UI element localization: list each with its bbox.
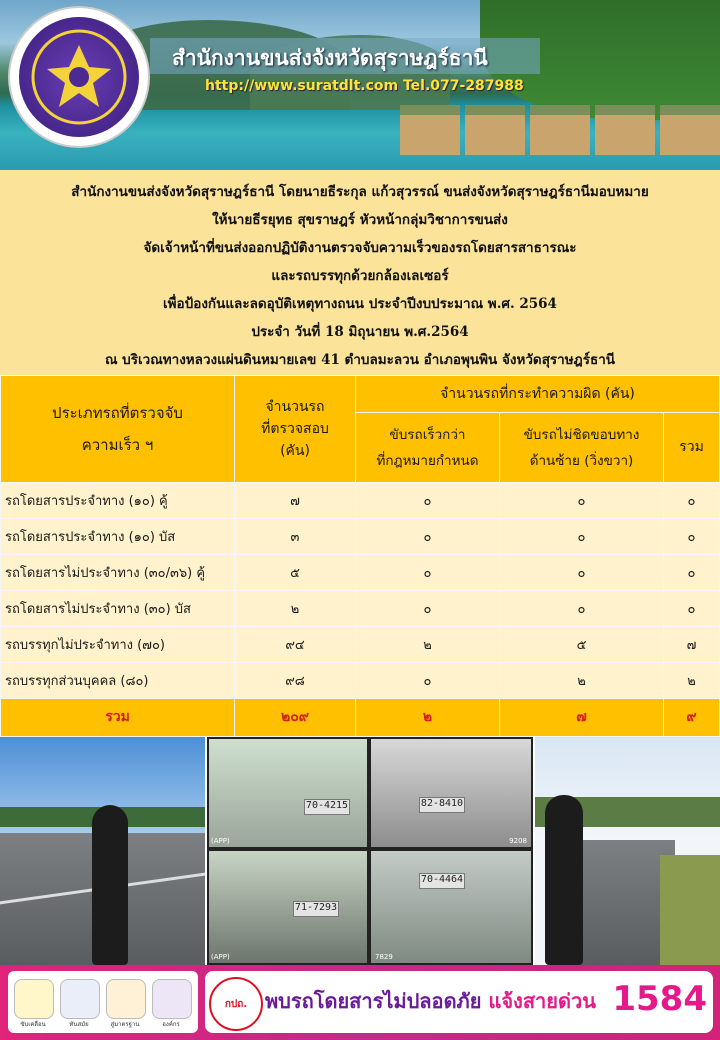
lightbulb-icon [14,979,54,1019]
cell-total: ๐ [664,518,720,554]
header-violations: จำนวนรถที่กระทำความผิด (คัน) [356,376,720,413]
announcement-line: ประจำ วันที่ 18 มิถุนายน พ.ศ.2564 [251,324,469,340]
total-count: ๒๐๙ [235,698,356,736]
header-total: รวม [664,413,720,483]
table-total-row [1,698,720,736]
photo-officer-left [0,737,205,965]
cell-lane: ๕ [500,626,664,662]
camera-frame [371,739,531,847]
cell-total: ๗ [664,626,720,662]
camera-label: (APP) [211,837,230,845]
camera-label: 7829 [375,953,393,961]
cell-total: ๐ [664,554,720,590]
announcement-line: ณ บริเวณทางหลวงแผ่นดินหมายเลข 41 ตำบลมะลวน อำเภอพุนพิน จังหวัดสุราษฎร์ธานี [104,352,616,368]
photo-strip [0,737,720,965]
cell-type: รถบรรทุกไม่ประจำทาง (๗๐) [1,626,235,662]
announcement-line: สำนักงานขนส่งจังหวัดสุราษฎร์ธานี โดยนายธีระกุล แก้วสุวรรณ์ ขนส่งจังหวัดสุราษฎร์ธานีมอบหมาย [71,184,649,200]
cell-type: รถโดยสารประจำทาง (๑๐) บัส [1,518,235,554]
plate-number: 70-4215 [304,799,350,815]
table-row [1,482,720,518]
campaign-icons [8,971,198,1033]
announcement-line: ให้นายธีรยุทธ สุขราษฎร์ หัวหน้ากลุ่มวิชาการขนส่ง [212,212,508,228]
cell-count: ๙๘ [235,662,356,698]
announcement-line: เพื่อป้องกันและลดอุบัติเหตุทางถนน ประจำปีงบประมาณ พ.ศ. 2564 [163,296,557,312]
footer-banner [0,965,720,1040]
announcement-line: จัดเจ้าหน้าที่ขนส่งออกปฏิบัติงานตรวจจับความเร็วของรถโดยสารสาธารณะ [143,240,577,256]
cell-count: ๓ [235,518,356,554]
cell-speed: ๐ [356,554,500,590]
banner-raft-houses [390,85,720,155]
photo-speed-camera-grid [207,737,533,965]
table-row [1,590,720,626]
table-row [1,662,720,698]
cell-lane: ๐ [500,554,664,590]
total-label: รวม [1,698,235,736]
cell-type: รถโดยสารไม่ประจำทาง (๓๐) บัส [1,590,235,626]
table-row [1,626,720,662]
thumbs-up-icon [152,979,192,1019]
hotline-slogan-box [205,971,713,1033]
header-lane-violation: ขับรถไม่ชิดขอบทาง ด้านซ้าย (วิ่งขวา) [500,413,664,483]
office-title: สำนักงานขนส่งจังหวัดสุราษฎร์ธานี [172,46,488,70]
cell-speed: ๒ [356,626,500,662]
icon-label: สู่มาตรฐาน [110,1021,140,1028]
cell-count: ๙๔ [235,626,356,662]
camera-label: 9208 [509,837,527,845]
cell-total: ๐ [664,482,720,518]
cell-count: ๒ [235,590,356,626]
cell-lane: ๐ [500,518,664,554]
cell-lane: ๒ [500,662,664,698]
cell-type: รถโดยสารประจำทาง (๑๐) คู้ [1,482,235,518]
cell-speed: ๐ [356,482,500,518]
icon-label: ทันสมัย [69,1021,89,1028]
gov-badge-logo: กปถ. [209,977,263,1031]
cell-lane: ๐ [500,482,664,518]
total-speed: ๒ [356,698,500,736]
standard-badge-icon [106,979,146,1019]
header-vehicle-type: ประเภทรถที่ตรวจจับ ความเร็ว ฯ [1,376,235,483]
plate-number: 71-7293 [293,901,339,917]
cell-total: ๐ [664,590,720,626]
plate-number: 70-4464 [419,873,465,889]
cell-speed: ๐ [356,518,500,554]
cell-lane: ๐ [500,590,664,626]
photo-officer-right [535,737,720,965]
cell-count: ๗ [235,482,356,518]
announcement-panel [0,170,720,375]
cell-type: รถโดยสารไม่ประจำทาง (๓๐/๓๖) คู้ [1,554,235,590]
total-total: ๙ [664,698,720,736]
table-row [1,554,720,590]
total-lane: ๗ [500,698,664,736]
cell-speed: ๐ [356,662,500,698]
slogan-call: แจ้งสายด่วน [488,989,596,1013]
cell-type: รถบรรทุกส่วนบุคคล (๘๐) [1,662,235,698]
website-contact: http://www.suratdlt.com Tel.077-287988 [205,78,524,94]
header-banner [0,0,720,170]
hotline-number: 1584 [612,979,707,1019]
cell-count: ๕ [235,554,356,590]
camera-frame [371,851,531,963]
announcement-line: และรถบรรทุกด้วยกล้องเลเซอร์ [271,268,449,284]
people-icon [60,979,100,1019]
dlt-seal-logo-icon [10,8,148,146]
cell-speed: ๐ [356,590,500,626]
slogan-text: พบรถโดยสารไม่ปลอดภัย [265,989,482,1013]
camera-frame [209,851,367,963]
plate-number: 82-8410 [419,797,465,813]
icon-label: องค์กร [162,1021,180,1028]
header-vehicles-checked: จำนวนรถ ที่ตรวจสอบ (คัน) [235,376,356,483]
speed-check-table [0,375,720,737]
header-speeding: ขับรถเร็วกว่า ที่กฎหมายกำหนด [356,413,500,483]
cell-total: ๒ [664,662,720,698]
icon-label: ขับเคลื่อน [20,1021,46,1028]
camera-frame [209,739,367,847]
table-row [1,518,720,554]
safety-slogan [265,985,596,1017]
camera-label: (APP) [211,953,230,961]
